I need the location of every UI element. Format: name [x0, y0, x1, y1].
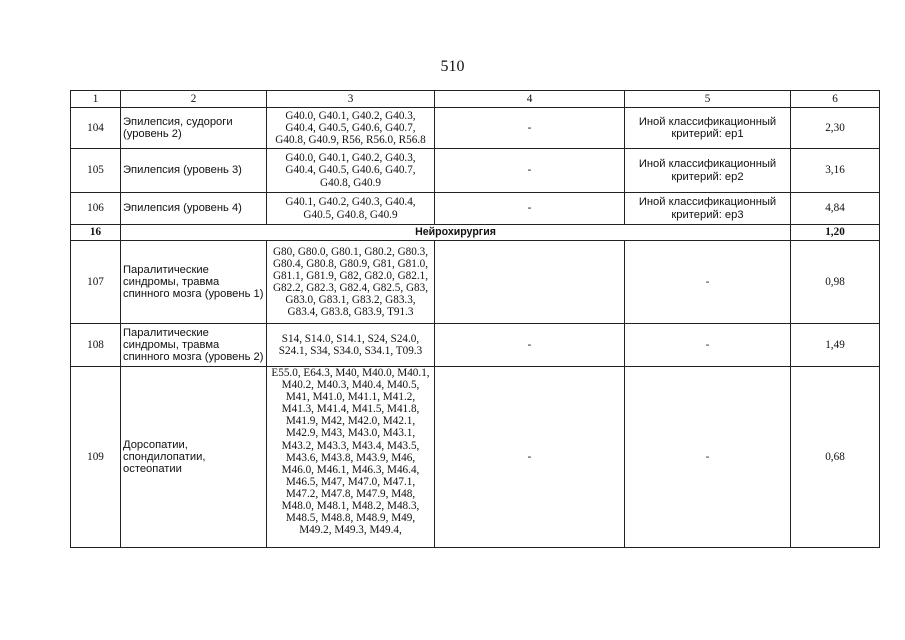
table-row: [71, 241, 880, 324]
header-cell-5: 5: [625, 91, 791, 108]
row-criterion: -: [625, 241, 791, 324]
table-row: [71, 149, 880, 193]
row-codes: S14, S14.0, S14.1, S24, S24.0, S24.1, S34, S34.0, S34.1, T09.3: [267, 324, 435, 367]
row-criterion: Иной классификационный критерий: ep3: [625, 193, 791, 225]
header-cell-1: 1: [71, 91, 121, 108]
row-codes: G40.0, G40.1, G40.2, G40.3, G40.4, G40.5, G40.6, G40.7, G40.8, G40.9: [267, 149, 435, 193]
row-codes: G40.0, G40.1, G40.2, G40.3, G40.4, G40.5, G40.6, G40.7, G40.8, G40.9, R56, R56.0, R56.8: [267, 108, 435, 149]
table-row: [71, 193, 880, 225]
header-cell-6: 6: [791, 91, 880, 108]
row-coefficient: 3,16: [791, 149, 880, 193]
row-coefficient: 1,49: [791, 324, 880, 367]
row-col4: -: [435, 324, 625, 367]
section-title: Нейрохирургия: [121, 225, 791, 241]
row-col4: -: [435, 108, 625, 149]
row-coefficient: 0,98: [791, 241, 880, 324]
section-coefficient: 1,20: [791, 225, 880, 241]
row-name: Паралитические синдромы, травма спинного мозга (уровень 1): [121, 241, 267, 324]
row-coefficient: 4,84: [791, 193, 880, 225]
row-criterion: -: [625, 367, 791, 548]
table-row: [71, 108, 880, 149]
page-number: 510: [440, 58, 465, 75]
header-row: [71, 91, 880, 108]
section-row: [71, 225, 880, 241]
row-codes: E55.0, E64.3, M40, M40.0, M40.1, M40.2, M40.3, M40.4, M40.5, M41, M41.0, M41.1, M41.2, M41.3, M41.4, M41.5, M41.8, M41.9, M42, M42.0, M42.1, M42.9, M43, M43.0, M43.1, M43.2, M43.3, M43.4, M43.5, M43.6, M43.8, M43.9, M46, M46.0, M46.1, M46.3, M46.4, M46.5, M47, M47.0, M47.1, M47.2, M47.8, M47.9, M48, M48.0, M48.1, M48.2, M48.3, M48.5, M48.8, M48.9, M49, M49.2, M49.3, M49.4,: [267, 367, 435, 548]
row-number: 108: [71, 324, 121, 367]
table-row: [71, 367, 880, 548]
row-number: 105: [71, 149, 121, 193]
row-criterion: -: [625, 324, 791, 367]
row-name: Эпилепсия, судороги (уровень 2): [121, 108, 267, 149]
row-codes: G40.1, G40.2, G40.3, G40.4, G40.5, G40.8, G40.9: [267, 193, 435, 225]
row-codes: G80, G80.0, G80.1, G80.2, G80.3, G80.4, G80.8, G80.9, G81, G81.0, G81.1, G81.9, G82, G82.0, G82.1, G82.2, G82.3, G82.4, G82.5, G83, G83.0, G83.1, G83.2, G83.3, G83.4, G83.8, G83.9, T91.3: [267, 241, 435, 324]
header-cell-2: 2: [121, 91, 267, 108]
row-name: Эпилепсия (уровень 4): [121, 193, 267, 225]
row-col4: -: [435, 367, 625, 548]
row-col4: [435, 241, 625, 324]
row-criterion: Иной классификационный критерий: ep2: [625, 149, 791, 193]
row-number: 106: [71, 193, 121, 225]
row-col4: -: [435, 149, 625, 193]
header-cell-4: 4: [435, 91, 625, 108]
row-coefficient: 0,68: [791, 367, 880, 548]
row-name: Эпилепсия (уровень 3): [121, 149, 267, 193]
table-row: [71, 324, 880, 367]
section-number: 16: [71, 225, 121, 241]
row-name: Паралитические синдромы, травма спинного мозга (уровень 2): [121, 324, 267, 367]
row-col4: -: [435, 193, 625, 225]
tariff-table: [70, 90, 880, 548]
row-name: Дорсопатии, спондилопатии, остеопатии: [121, 367, 267, 548]
row-number: 109: [71, 367, 121, 548]
header-cell-3: 3: [267, 91, 435, 108]
row-criterion: Иной классификационный критерий: ep1: [625, 108, 791, 149]
row-number: 107: [71, 241, 121, 324]
row-coefficient: 2,30: [791, 108, 880, 149]
row-number: 104: [71, 108, 121, 149]
